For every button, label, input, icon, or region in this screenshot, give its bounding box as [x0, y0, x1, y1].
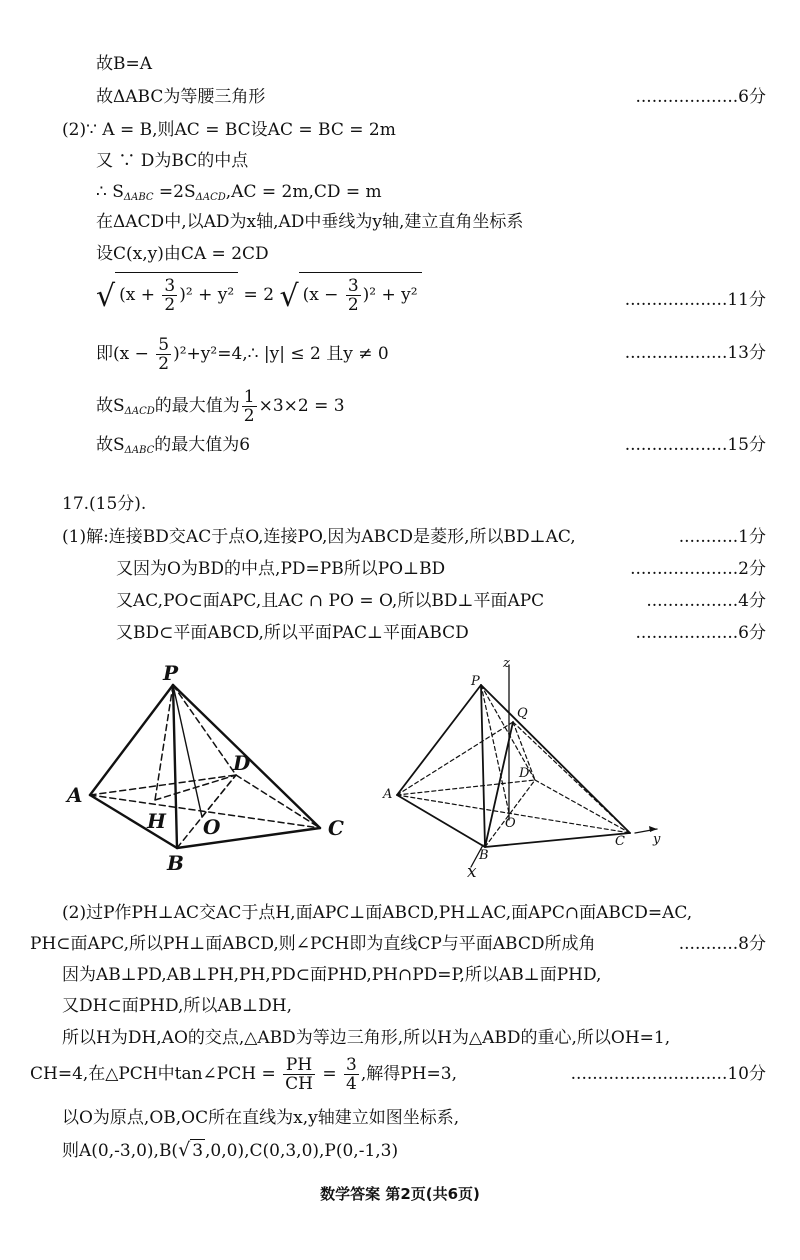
label-Q: Q	[517, 706, 528, 721]
line-1: 故B=A	[96, 54, 153, 74]
line-5: ∴ $S_{\Delta ABC} =2S_{\Delta ACD},AC = 2m,CD = m$	[96, 182, 382, 203]
pyramid-figure-left	[55, 660, 365, 880]
score-11: ...................11分	[624, 290, 766, 310]
label-A2: A	[383, 787, 393, 802]
label-x: x	[467, 862, 477, 880]
p2-line-6: CH=4,在△PCH中tan∠PCH = $\frac{PH}{CH}$ = $\frac{3}{4}$ ,解得PH=3,	[30, 1055, 457, 1094]
label-O2: O	[505, 816, 516, 831]
label-B2: B	[479, 848, 489, 863]
label-D2: D	[519, 766, 530, 781]
label-C2: C	[615, 834, 625, 849]
p2-line-4: 又DH⊂面PHD,所以AB⊥DH,	[62, 996, 293, 1016]
line-8-equation: √ (x + $\frac{3}{2}$ )² + y² = 2 √ (x − $\frac{3}{2}$ )² + y²	[96, 272, 422, 319]
label-A: A	[67, 783, 83, 807]
question-17-title: 17.(15分).	[62, 494, 147, 514]
line-3: (2)∵ A = B,则AC = BC设AC = BC = 2m	[62, 120, 396, 140]
line-4: 又 ∵ D为BC的中点	[96, 151, 249, 171]
score-1: ...........1分	[678, 527, 766, 547]
score-8: ...........8分	[678, 934, 766, 954]
label-y: y	[653, 832, 661, 847]
score-4: .................4分	[646, 591, 766, 611]
p2-line-1: (2)过P作PH⊥AC交AC于点H,面APC⊥面ABCD,PH⊥AC,面APC∩面ABCD=AC,	[62, 903, 693, 923]
line-2: 故ΔABC为等腰三角形	[96, 87, 266, 107]
q17-line-2: 又因为O为BD的中点,PD=PB所以PO⊥BD	[116, 559, 446, 579]
score-6: ...................6分	[635, 87, 766, 107]
score-2: ....................2分	[630, 559, 766, 579]
line-10: 故$S_{\Delta ACD}$的最大值为 $\frac{1}{2}$ ×3×2 = 3	[96, 387, 345, 426]
p2-line-8: 则A(0,-3,0),B(√ 3 ,0,0),C(0,3,0),P(0,-1,3)	[62, 1139, 399, 1161]
p2-line-7: 以O为原点,OB,OC所在直线为x,y轴建立如图坐标系,	[62, 1108, 460, 1128]
score-6b: ...................6分	[635, 623, 766, 643]
p2-line-5: 所以H为DH,AO的交点,△ABD为等边三角形,所以H为△ABD的重心,所以OH=1,	[62, 1028, 671, 1048]
score-13: ...................13分	[624, 343, 766, 363]
label-C: C	[328, 816, 344, 840]
label-P2: P	[471, 674, 480, 689]
p2-line-2: PH⊂面APC,所以PH⊥面ABCD,则∠PCH即为直线CP与平面ABCD所成角	[30, 934, 596, 954]
label-D: D	[233, 751, 251, 775]
page-footer: 数学答案 第2页(共6页)	[320, 1185, 480, 1203]
label-B: B	[167, 851, 184, 875]
q17-line-4: 又BD⊂平面ABCD,所以平面PAC⊥平面ABCD	[116, 623, 469, 643]
line-7: 设C(x,y)由CA = 2CD	[96, 244, 269, 264]
q17-line-3: 又AC,PO⊂面APC,且AC ∩ PO = O,所以BD⊥平面APC	[116, 591, 545, 611]
label-O: O	[203, 815, 221, 839]
label-z: z	[503, 656, 510, 671]
line-9: 即(x − $\frac{5}{2}$ )²+y²=4,∴ |y| ≤ 2 且y ≠ 0	[96, 335, 389, 374]
p2-line-3: 因为AB⊥PD,AB⊥PH,PH,PD⊂面PHD,PH∩PD=P,所以AB⊥面PHD,	[62, 965, 602, 985]
score-10: .............................10分	[570, 1064, 766, 1084]
line-6: 在ΔACD中,以AD为x轴,AD中垂线为y轴,建立直角坐标系	[96, 212, 524, 232]
label-H: H	[147, 809, 166, 833]
pyramid-figure-right	[375, 655, 675, 880]
line-11: 故$S_{\Delta ABC}$的最大值为6	[96, 435, 251, 456]
q17-line-1: (1)解:连接BD交AC于点O,连接PO,因为ABCD是菱形,所以BD⊥AC,	[62, 527, 576, 547]
label-P: P	[163, 661, 179, 685]
score-15: ...................15分	[624, 435, 766, 455]
